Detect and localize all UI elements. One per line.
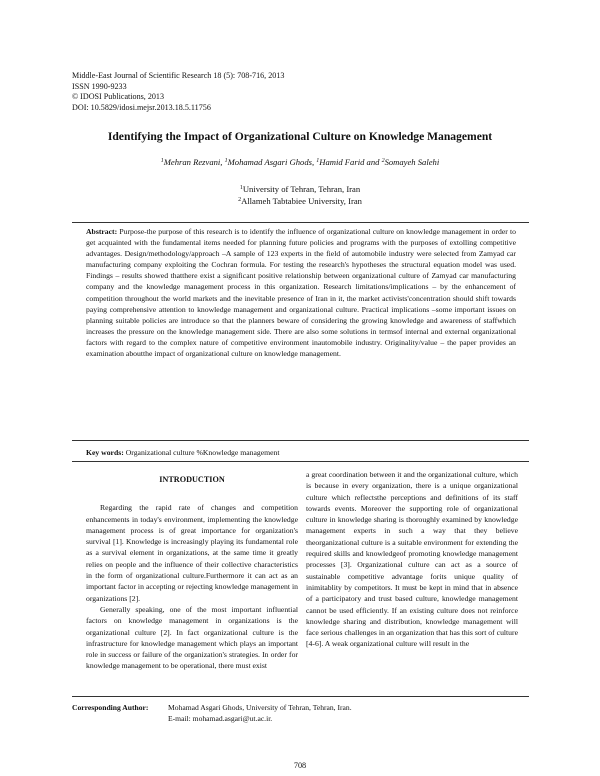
abstract: [86, 226, 516, 359]
corresponding-text: Mohamad Asgari Ghods, University of Tehran, Tehran, Iran.: [168, 703, 352, 712]
journal-header: [72, 71, 284, 113]
author-name: Hamid Farid and: [319, 157, 382, 167]
copyright: © IDOSI Publications, 2013: [72, 92, 165, 101]
page-number: 708: [293, 761, 307, 770]
abstract-label: Abstract:: [86, 227, 118, 236]
body-paragraph: a great coordination between it and the organizational culture, which is because in every organization, there is a unique organizational culture which reflectsthe perceptions and definitions of its staff towards events. Moreover the supporting role of organizational culture in knowledge sharing is thoroughly examined by knowledge management experts in such a way that they believe theorganizational culture is a suitable environment for extending the required skills and knowledgeof promoting knowledge management processes [3]. Organizational culture can act as a source of sustainable competitive advantage forits unique quality of inimitablity by competitors. It must be kept in mind that in absence of a participatory and trust based culture, knowledge management cannot be used efficiently. If an existing culture does not reinforce knowledge sharing and distribution, knowledge management will face serious challenges in an organization that has this sort of culture [4-6]. A weak organizational culture will result in the: [306, 470, 518, 649]
keywords-text: Organizational culture %Knowledge management: [123, 448, 280, 457]
affiliation-mark: 2: [238, 197, 242, 203]
footnote-rule: [72, 696, 529, 697]
paper-title: Identifying the Impact of Organizational Culture on Knowledge Management: [107, 130, 493, 143]
body-paragraph: Regarding the rapid rate of changes and competition enhancements in today's environment, implementing the knowledge management process is of great importance for organization's survival [1]. Knowledge is increasingly playing its fundamental role as a survival element in organizations, at the same time it greatly relies on people and the influence of their collective characteristics in the form of organizational culture.Furthermore it can act as an important factor in accepting or rejecting knowledge management in organizations [2].: [86, 503, 298, 603]
affiliation-text: University of Tehran, Tehran, Iran: [242, 184, 361, 194]
affiliation: [0, 183, 600, 195]
affiliation-text: Allameh Tabtabiee University, Iran: [241, 196, 362, 206]
keywords-label: Key words:: [86, 448, 124, 457]
abstract-text: Purpose-the purpose of this research is to identify the influence of organizational culture on knowledge management in order to get acquainted with the fundamental items needed for planning future policies and programs with the purposes of extolling competitive advantages. Design/methodology/approach –A sample of 123 experts in the field of automobile industry were selected from Zamyad car manufacturing company exploiting the Cochran formula. For testing the research's hypotheses the structural equation model was used. Findings – results showed thatthere exist a significant positive relationship between organizational culture of Zamyad car manufacturing company and the knowledge management process in this organization. Research limitations/implications – by the enhancement of competition throughout the world markets and the inevitable presence of Iran in it, the market activists'concentration should shift towards paying comprehensive attention to knowledge management and organizational culture. Practical implications –some important issues on planning suitable policies are introduce so that the planners beware of considering the growing knowledge and awareness of staffwhich increases the pressure on the knowledge management side. There are also some solutions in termsof internal and external organizational factors with regard to the complex nature of competitive environment inautomobile industry. Originality/value – the paper provides an examination aboutthe impact of organizational culture on knowledge management.: [86, 227, 516, 359]
author-affiliation-mark: 2: [381, 158, 385, 164]
corresponding-email: E-mail: mohamad.asgari@ut.ac.ir.: [168, 714, 273, 724]
keywords-rule: [72, 461, 529, 462]
affiliation-mark: 1: [239, 185, 243, 191]
section-heading: INTRODUCTION: [159, 475, 225, 484]
abstract-top-rule: [72, 222, 529, 223]
author-list: [0, 157, 600, 167]
corresponding-author: [72, 702, 352, 724]
author-affiliation-mark: 1: [224, 158, 228, 164]
affiliation-list: [0, 183, 600, 207]
author-name: Mehran Rezvani,: [163, 157, 225, 167]
right-column: [306, 469, 518, 650]
corresponding-label: Corresponding Author:: [72, 703, 149, 712]
left-column: [86, 468, 298, 672]
keywords: [86, 448, 279, 457]
affiliation: [0, 195, 600, 207]
issn: ISSN 1990-9233: [72, 81, 127, 91]
abstract-bottom-rule: [72, 440, 529, 441]
doi: DOI: 10.5829/idosi.mejsr.2013.18.5.11756: [72, 102, 211, 112]
author-name: Somayeh Salehi: [384, 157, 440, 167]
author-affiliation-mark: 1: [316, 158, 320, 164]
body-paragraph: Generally speaking, one of the most important influential factors on knowledge management in organizations is the organizational culture [2]. In fact organizational culture is the infrastructure for knowledge management which plays an important role in success or failure of the organization's strategies. In order for knowledge management to be operational, there must exist: [86, 604, 298, 671]
author-affiliation-mark: 1: [160, 158, 164, 164]
journal-citation: Middle-East Journal of Scientific Research 18 (5): 708-716, 2013: [72, 71, 285, 80]
author-name: Mohamad Asgari Ghods,: [227, 157, 317, 167]
